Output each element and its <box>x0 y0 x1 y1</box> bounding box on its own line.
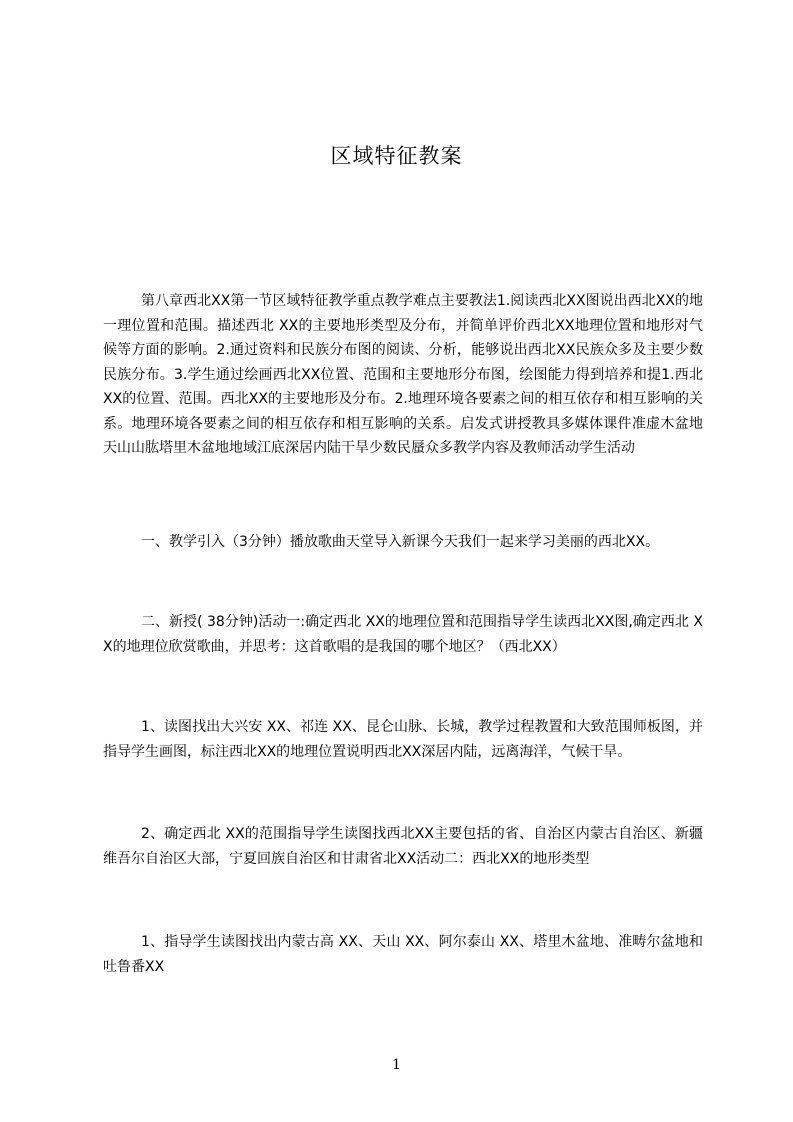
paragraph-overview: 第八章西北XX第一节区域特征教学重点教学难点主要教法1.阅读西北XX图说出西北XX的地一理位置和范围。描述西北 XX的主要地形类型及分布，并简单评价西北XX地理位置和地形对气候等方面的影响。2.通过资料和民族分布图的阅读、分析，能够说出西北XX民族众多及主要少数民族分布。3.学生通过绘画西北XX位置、范围和主要地形分布图，绘图能力得到培养和提1.西北XX的位置、范围。西北XX的主要地形及分布。2.地理环境各要素之间的相互依存和相互影响的关系。地理环境各要素之间的相互依存和相互影响的关系。启发式讲授教具多媒体课件准虚木盆地天山山肱塔里木盆地地域江底深居内陆干旱少数民蜃众多教学内容及教师活动学生活动 <box>103 293 703 456</box>
paragraph-region-range: 2、确定西北 XX的范围指导学生读图找西北XX主要包括的省、自治区内蒙古自治区、新疆维吾尔自治区大部，宁夏回族自治区和甘肃省北XX活动二：西北XX的地形类型 <box>103 826 703 867</box>
document-title: 区域特征教案 <box>330 144 463 168</box>
page-number: 1 <box>392 1057 401 1073</box>
paragraph-introduction: 一、教学引入（3分钟）播放歌曲天堂导入新课今天我们一起来学习美丽的西北XX。 <box>141 534 660 550</box>
paragraph-terrain-types: 1、指导学生读图找出内蒙古高 XX、天山 XX、阿尔泰山 XX、塔里木盆地、准畴尔盆地和吐鲁番XX <box>103 934 703 975</box>
paragraph-new-lesson: 二、新授( 38分钟)活动一:确定西北 XX的地理位置和范围指导学生读西北XX图,确定西北 XX的地理位欣赏歌曲，并思考：这首歌唱的是我国的哪个地区？（西北XX） <box>103 614 703 655</box>
paragraph-map-reading: 1、读图找出大兴安 XX、祁连 XX、昆仑山脉、长城，教学过程教置和大致范围师板图，并指导学生画图，标注西北XX的地理位置说明西北XX深居内陆，远离海洋，气候干旱。 <box>103 719 703 760</box>
